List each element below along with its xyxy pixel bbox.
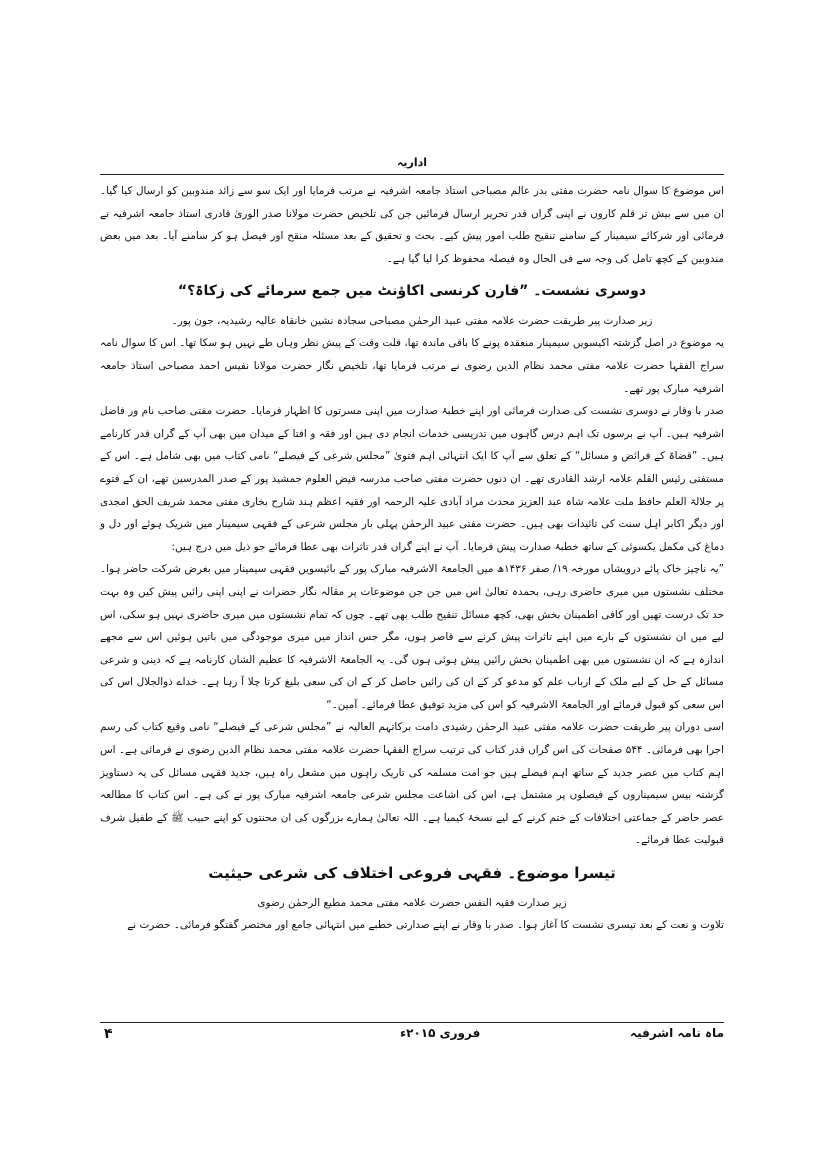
session2-heading: دوسری نشست۔ ”فارن کرنسی اکاؤنٹ میں جمع سرمائے کی زکاۃ؟“: [177, 283, 647, 300]
page-content: [100, 156, 724, 1020]
session2-paragraph-2: صدر با وقار نے دوسری نشست کی صدارت فرمائی اور اپنے خطبۂ صدارت میں اپنی مسرتوں کا اظہار فرمایا۔ حضرت مفتی صاحب نام ور فاضل اشرفیہ ہیں۔ آپ نے برسوں تک اہم درس گاہوں میں تدریسی خدمات انجام دی ہیں اور فقہ و افتا کے میدان میں بھی آپ کے گراں قدر کارنامے ہیں۔ ”قضاۃ کے فرائض و مسائل“ کے تعلق سے آپ کا ایک انتہائی اہم فتویٰ ”مجلس شرعی کے فیصلے“ نامی کتاب میں بھی شامل ہے۔ اس کے مستفتی رئیس القلم علامہ ارشد القادری تھے۔ ان دنوں حضرت مفتی صاحب مدرسہ فیض العلوم جمشید پور کے صدر المدرسین تھے، ان کے فتوے پر جلالۃ العلم حافظ ملت علامہ شاہ عبد العزیز محدث مراد آبادی علیہ الرحمہ اور فقیہ اعظم ہند شارح بخاری مفتی محمد شریف الحق امجدی اور دیگر اکابر اہل سنت کی تائیدات بھی ہیں۔ حضرت مفتی عبید الرحمٰن پہلی بار مجلس شرعی کے فقہی سیمینار میں شریک ہوئے اور دل و دماغ کی مکمل یکسوئی کے ساتھ خطبۂ صدارت پیش فرمایا۔ آپ نے اپنے گراں قدر تاثرات بھی عطا فرمائے جو ذیل میں درج ہیں:: [100, 405, 724, 553]
session2-paragraph-1: یہ موضوع در اصل گزشتہ اکیسویں سیمینار منعقدہ پونے کا باقی ماندہ تھا، قلت وقت کے پیش نظر وہاں طے نہیں ہو سکا تھا۔ اس کا سوال نامہ سراج الفقہا حضرت علامہ مفتی محمد نظام الدین رضوی نے مرتب فرمایا تھا، تلخیص نگار حضرت مولانا نفیس احمد مصباحی استاذ جامعہ اشرفیہ مبارک پور تھے۔: [100, 337, 724, 395]
page-footer: [100, 1026, 724, 1050]
article-body: [100, 180, 724, 937]
session2-presidency: زیر صدارت پیر طریقت حضرت علامہ مفتی عبید الرحمٰن مصباحی سجادہ نشین خانقاہ عالیہ رشیدیہ، جون پور۔: [171, 315, 653, 328]
session3-heading: تیسرا موضوع۔ فقہی فروعی اختلاف کی شرعی حیثیت: [208, 864, 616, 883]
section-header: اداریہ: [396, 156, 428, 169]
footer-page-number: ۴: [104, 1026, 113, 1042]
session3-paragraph-1: تلاوت و نعت کے بعد تیسری نشست کا آغاز ہوا۔ صدر با وقار نے اپنے صدارتی خطبے میں انتہائی جامع اور مختصر گفتگو فرمائی۔ حضرت نے: [127, 919, 724, 932]
session2-quote: ”یہ ناچیز خاک پائے درویشاں مورخہ ۱۹/ صفر ۱۴۳۶ھ میں الجامعۃ الاشرفیہ مبارک پور کے بائیسویں فقہی سیمینار میں بغرض شرکت حاضر ہوا۔ مختلف نشستوں میں میری حاضری رہی، بحمدہ تعالیٰ اس میں جن جن موضوعات پر مقالہ نگار حضرات نے اپنی اپنی رائیں پیش کیں وہ بہت حد تک درست تھیں اور کافی اطمینان بخش بھی، کچھ مسائل تنقیح طلب بھی تھے۔ چوں کہ تمام نشستوں میں میری حاضری نہیں ہو سکی، اس لیے میں ان نشستوں کے بارے میں اپنے تاثرات پیش کرنے سے قاصر ہوں، مگر جس انداز میں میری موجودگی میں باتیں ہوئیں اس سے مجھے اندازہ ہے کہ ان نشستوں میں بھی اطمینان بخش رائیں پیش ہوئی ہوں گی۔ یہ الجامعۃ الاشرفیہ کا عظیم الشان کارنامہ ہے کہ دینی و شرعی مسائل کے حل کے لیے ملک کے ارباب علم کو مدعو کر کے ان کی رائیں حاصل کر کے ان کی سعی بلیغ کرتا چلا آ رہا ہے۔ خداے ذوالجلال اس کی اس سعی کو قبول فرمائے اور الجامعۃ الاشرفیہ کو اس کی مزید توفیق عطا فرمائے۔ آمین۔“: [100, 563, 724, 711]
footer-rule: [100, 1022, 724, 1023]
session3-presidency: زیر صدارت فقیہ النفس حضرت علامہ مفتی محمد مطیع الرحمٰن رضوی: [257, 897, 567, 910]
session2-paragraph-3: اسی دوران پیر طریقت حضرت علامہ مفتی عبید الرحمٰن رشیدی دامت برکاتہم العالیہ نے ”مجلس شرعی کے فیصلے“ نامی وقیع کتاب کی رسم اجرا بھی فرمائی۔ ۵۴۴ صفحات کی اس گراں قدر کتاب کی ترتیب سراج الفقہا حضرت علامہ مفتی محمد نظام الدین رضوی نے فرمائی ہے۔ اس اہم کتاب میں عصر جدید کے ساتھ اہم فیصلے ہیں جو امت مسلمہ کی تاریک راہوں میں مشعل راہ ہیں، جدید فقہی مسائل کی یہ دستاویز گزشتہ بیس سیمیناروں کے فیصلوں پر مشتمل ہے، اس کی اشاعت مجلس شرعی جامعہ اشرفیہ مبارک پور نے کی ہے۔ اس کتاب کا مطالعہ عصر حاضر کے جماعتی اختلافات کے ختم کرنے کے لیے نسخۂ کیمیا ہے۔ اللہ تعالیٰ ہمارے بزرگوں کی ان محنتوں کو اپنے حبیب ﷺ کے طفیل شرف قبولیت عطا فرمائے۔: [100, 721, 724, 847]
intro-paragraph: اس موضوع کا سوال نامہ حضرت مفتی بدر عالم مصباحی استاذ جامعہ اشرفیہ نے مرتب فرمایا اور ایک سو سے زائد مندوبین کو ارسال کیا گیا۔ ان میں سے بیش تر قلم کاروں نے اپنی گراں قدر تحریر ارسال فرمائیں جن کی تلخیص حضرت مولانا صدر الوریٰ قادری استاذ جامعہ اشرفیہ نے فرمائی اور شرکائے سیمینار کے سامنے تنقیح طلب امور پیش کیے۔ بحث و تحقیق کے بعد مسئلہ منقح اور فیصل ہو کر سامنے آیا۔ بعد میں بعض مندوبین کے کچھ تامل کی وجہ سے فی الحال وہ فیصلہ محفوظ کرا لیا گیا ہے۔: [100, 185, 724, 265]
header-rule: [100, 174, 724, 175]
footer-magazine: ماہ نامہ اشرفیہ: [630, 1026, 724, 1040]
footer-date: فروری ۲۰۱۵ء: [400, 1026, 481, 1040]
